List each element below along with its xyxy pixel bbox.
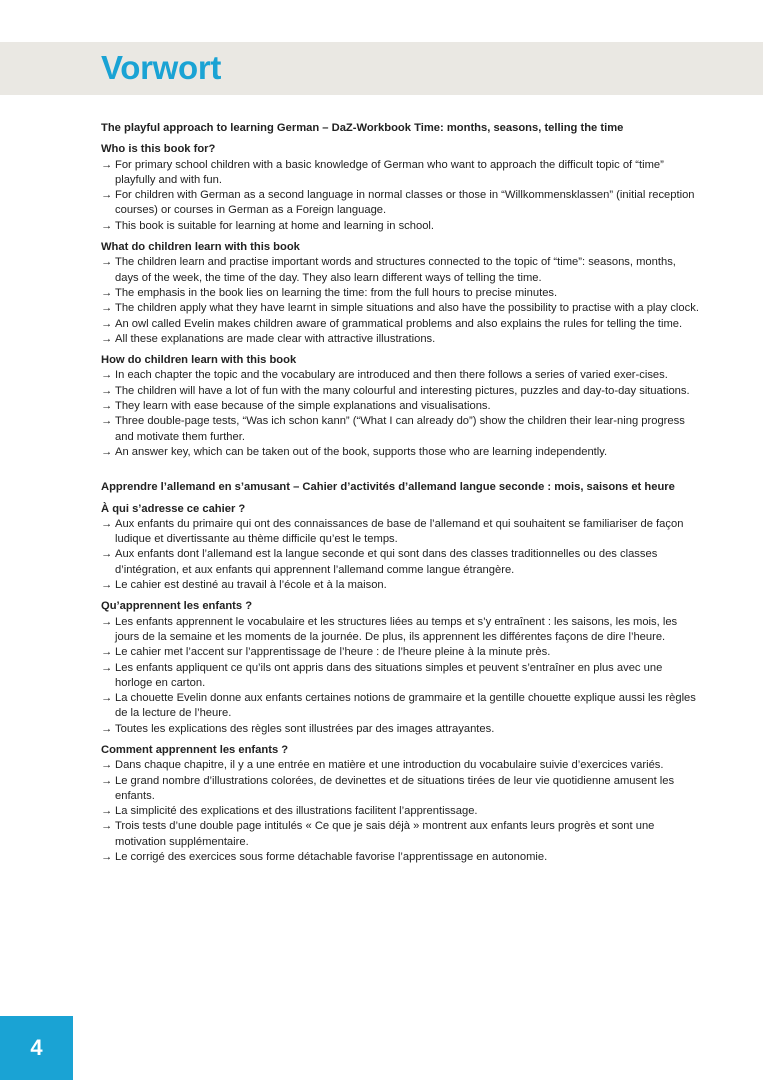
list-item [101,384,701,399]
section-english [101,121,701,460]
arrow-right-icon: → [101,384,113,397]
list-item [101,758,701,773]
subsection-heading: What do children learn with this book [101,241,300,254]
list-item [101,445,701,460]
list-item [101,547,701,578]
list-item-text: La chouette Evelin donne aux enfants certaines notions de grammaire et la gentille chouette explique aussi les règles de la lecture de l’heure. [115,692,696,720]
list-item-text: The children apply what they have learnt in simple situations and also have the possibility to practise with a play clock. [115,302,699,315]
bullet-list [101,758,701,865]
subsection-how [101,353,701,460]
list-item-text: Le cahier est destiné au travail à l’école et à la maison. [115,579,387,592]
list-item [101,286,701,301]
arrow-right-icon: → [101,851,113,864]
list-item [101,317,701,332]
arrow-right-icon: → [101,615,113,628]
list-item [101,645,701,660]
list-item [101,219,701,234]
list-item-text: The children will have a lot of fun with the many colourful and interesting pictures, puzzles and day-to-day situations. [115,384,690,397]
list-item [101,158,701,189]
list-item-text: An owl called Evelin makes children aware of grammatical problems and also explains the rules for telling the time. [115,317,683,330]
arrow-right-icon: → [101,548,113,561]
list-item [101,661,701,692]
list-item-text: All these explanations are made clear with attractive illustrations. [115,332,436,345]
arrow-right-icon: → [101,805,113,818]
arrow-right-icon: → [101,661,113,674]
list-item-text: In each chapter the topic and the vocabulary are introduced and then there follows a series of varied exer-cises. [115,369,668,382]
list-item [101,332,701,347]
section-heading: Apprendre l’allemand en s’amusant – Cahier d’activités d’allemand langue seconde : mois, saisons et heure [101,481,675,494]
list-item-text: They learn with ease because of the simple explanations and visualisations. [115,400,491,413]
arrow-right-icon: → [101,400,113,413]
section-heading: The playful approach to learning German – DaZ-Workbook Time: months, seasons, telling the time [101,122,624,134]
arrow-right-icon: → [101,774,113,787]
arrow-right-icon: → [101,579,113,592]
list-item-text: Three double-page tests, “Was ich schon kann” (“What I can already do”) show the children their lear-ning progress and motivate them further. [115,415,685,443]
list-item [101,188,701,219]
page-title: Vorwort [101,49,222,86]
arrow-right-icon: → [101,820,113,833]
list-item [101,414,701,445]
subsection-heading: Comment apprennent les enfants ? [101,743,289,756]
list-item [101,517,701,548]
list-item [101,691,701,722]
list-item-text: Aux enfants dont l’allemand est la langue seconde et qui sont dans des classes traditionnelles ou des classes d’intégration, et aux enfants qui apprennent l’allemand comme langue étrangère. [115,548,658,576]
subsection-heading: Who is this book for? [101,143,216,156]
subsection-who [101,502,701,594]
subsection-what [101,240,701,347]
list-item-text: Le cahier met l’accent sur l’apprentissage de l’heure : de l’heure pleine à la minute près. [115,646,551,659]
subsection-what [101,599,701,737]
arrow-right-icon: → [101,332,113,345]
list-item-text: For primary school children with a basic knowledge of German who want to approach the difficult topic of “time” playfully and with fun. [115,158,664,186]
arrow-right-icon: → [101,286,113,299]
bullet-list [101,158,701,234]
list-item [101,722,701,737]
arrow-right-icon: → [101,692,113,705]
page-number: 4 [30,1035,43,1060]
arrow-right-icon: → [101,517,113,530]
page-number-box [0,1016,73,1080]
arrow-right-icon: → [101,722,113,735]
list-item-text: Le grand nombre d’illustrations colorées, de devinettes et de situations tirées de leur vie quotidienne amusent les enfants. [115,774,675,802]
arrow-right-icon: → [101,219,113,232]
list-item [101,578,701,593]
list-item [101,615,701,646]
subsection-heading: Qu’apprennent les enfants ? [101,600,253,613]
list-item [101,850,701,865]
list-item-text: The children learn and practise important words and structures connected to the topic of “time”: seasons, months, days of the week, the time of the day. They also learn different ways of telling the time. [115,256,676,284]
arrow-right-icon: → [101,369,113,382]
subsection-how [101,743,701,865]
arrow-right-icon: → [101,189,113,202]
list-item [101,774,701,805]
list-item-text: Le corrigé des exercices sous forme détachable favorise l’apprentissage en autonomie. [115,851,548,864]
list-item-text: Aux enfants du primaire qui ont des connaissances de base de l’allemand et qui souhaitent se familiariser de façon ludique et divertissante au thème difficile qu’est le temps. [115,517,684,546]
list-item-text: Trois tests d’une double page intitulés « Ce que je sais déjà » montrent aux enfants leurs progrès et sont une motivation supplémentaire. [115,820,655,848]
list-item-text: Les enfants appliquent ce qu’ils ont appris dans des situations simples et peuvent s’entraîner en plus avec une horloge en carton. [115,661,663,689]
arrow-right-icon: → [101,302,113,315]
list-item [101,301,701,316]
arrow-right-icon: → [101,317,113,330]
arrow-right-icon: → [101,415,113,428]
arrow-right-icon: → [101,759,113,772]
page-content [101,121,701,871]
list-item-text: La simplicité des explications et des illustrations facilitent l’apprentissage. [115,805,478,818]
list-item-text: An answer key, which can be taken out of the book, supports those who are learning independently. [115,445,608,458]
subsection-heading: How do children learn with this book [101,354,297,367]
list-item [101,368,701,383]
bullet-list [101,368,701,460]
arrow-right-icon: → [101,646,113,659]
list-item-text: For children with German as a second language in normal classes or those in “Willkommensklassen” (initial reception courses) or courses in German as a Foreign language. [115,189,695,217]
list-item-text: The emphasis in the book lies on learning the time: from the full hours to precise minutes. [115,286,558,299]
section-french [101,480,701,865]
list-item [101,804,701,819]
bullet-list [101,517,701,593]
bullet-list [101,615,701,737]
list-item-text: This book is suitable for learning at home and learning in school. [115,219,435,232]
list-item [101,255,701,286]
list-item-text: Toutes les explications des règles sont illustrées par des images attrayantes. [115,722,495,735]
bullet-list [101,255,701,347]
list-item-text: Les enfants apprennent le vocabulaire et les structures liées au temps et s’y entraînent : les saisons, les mois, les jours de la semaine et les moments de la journée. De plus, ils apprennent les différentes façons de dire l’heure. [115,615,678,643]
list-item-text: Dans chaque chapitre, il y a une entrée en matière et une introduction du vocabulaire suivie d’exercices variés. [115,759,664,772]
arrow-right-icon: → [101,158,113,171]
arrow-right-icon: → [101,256,113,269]
list-item [101,399,701,414]
arrow-right-icon: → [101,445,113,458]
subsection-who [101,142,701,234]
subsection-heading: À qui s’adresse ce cahier ? [101,502,246,515]
list-item [101,819,701,850]
